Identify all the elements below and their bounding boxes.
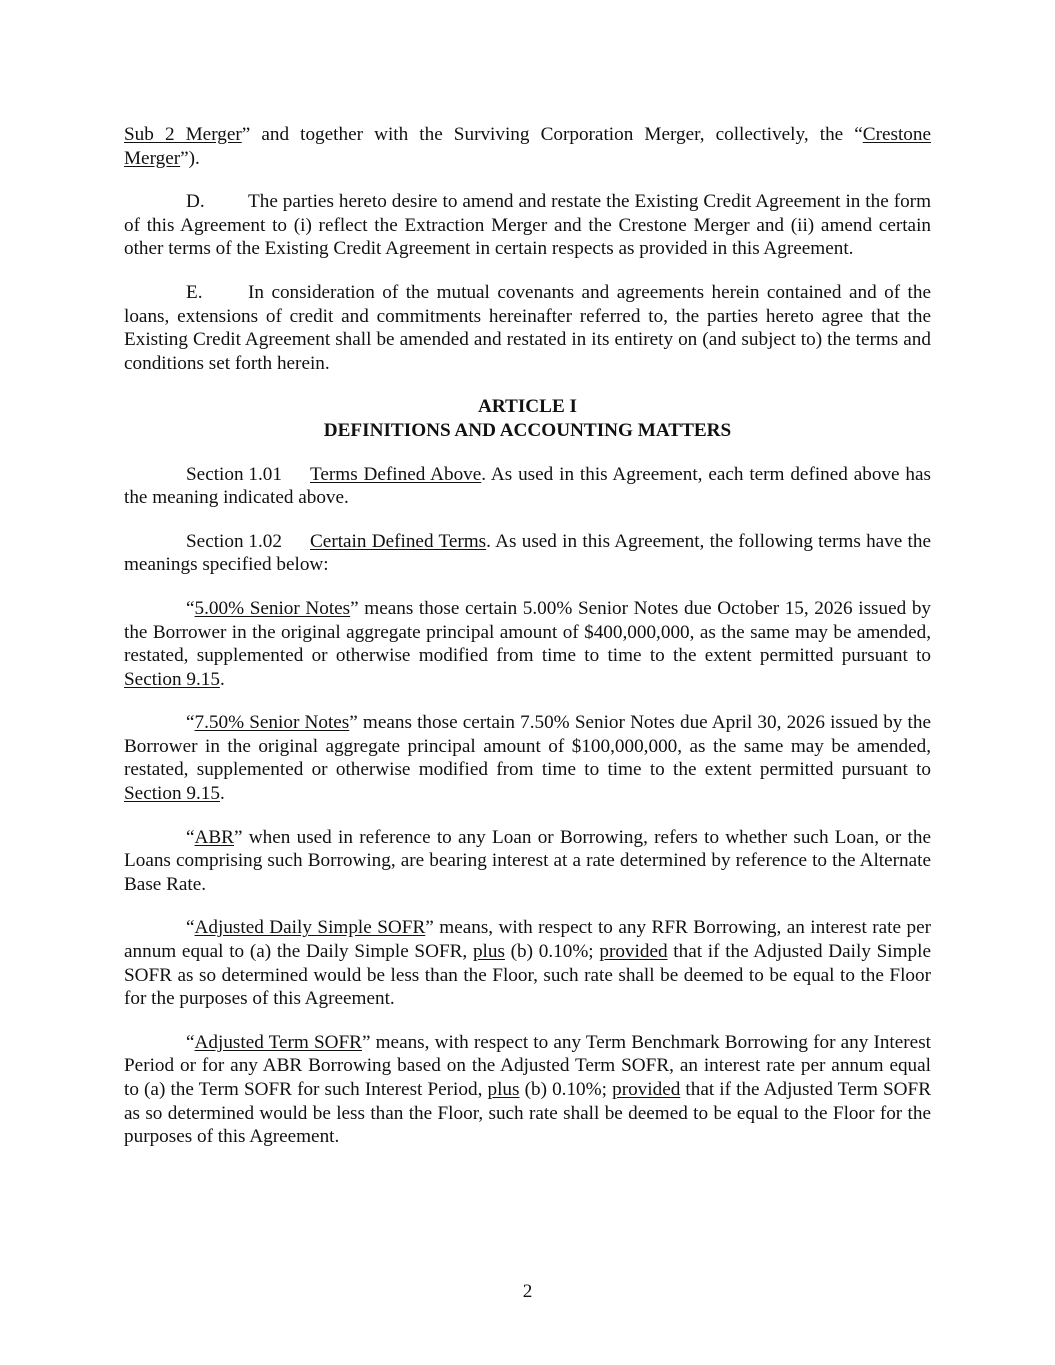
definition-5-00-senior-notes	[124, 597, 931, 691]
paragraph-text: In consideration of the mutual covenants and agreements herein contained and of the loans, extensions of credit and commitments hereinafter referred to, the parties hereto agree that the Existing Credit Agreement shall be amended and restated in its entirety on (and subject to) the terms and conditions set forth herein.	[124, 281, 931, 374]
defined-term: Adjusted Daily Simple SOFR	[194, 917, 426, 939]
paragraph-text: that if the Adjusted Term SOFR as so determined would be less than the Floor, such rate shall be deemed to be equal to the Floor for the purposes of this Agreement.	[124, 1079, 931, 1148]
paragraph-text: ” means, with respect to any Term Benchmark Borrowing for any Interest Period or for any ABR Borrowing based on the Adjusted Term SOFR, an interest rate per annum equal to (a) the Term SOFR for such Interest Period,	[124, 1031, 931, 1100]
paragraph-text: ” means those certain 7.50% Senior Notes due April 30, 2026 issued by the Borrower in the original aggregate principal amount of $100,000,000, as the same may be amended, restated, supplemented or otherwise modified from time to time to the extent permitted pursuant to	[124, 712, 931, 781]
open-quote: “	[186, 1031, 195, 1053]
paragraph-text: . As used in this Agreement, the following terms have the meanings specified below:	[124, 530, 931, 576]
emphasis-plus: plus	[472, 941, 505, 963]
paragraph-text: ” when used in reference to any Loan or Borrowing, refers to whether such Loan, or the Loans comprising such Borrowing, are bearing interest at a rate determined by reference to the Alternate Base Rate.	[124, 826, 931, 895]
section-reference: Section 9.15	[124, 668, 220, 690]
section-reference: Section 9.15	[124, 783, 220, 805]
defined-term: Adjusted Term SOFR	[194, 1031, 362, 1053]
paragraph-text: ” and together with the Surviving Corporation Merger, collectively, the “	[241, 124, 863, 145]
section-title: Certain Defined Terms	[310, 530, 487, 552]
definition-7-50-senior-notes	[124, 711, 931, 805]
defined-term: Sub 2 Merger	[124, 124, 242, 145]
recital-e	[124, 281, 931, 375]
emphasis-provided: provided	[599, 941, 668, 963]
section-1-01	[124, 463, 931, 510]
defined-term: Crestone Merger	[124, 124, 931, 169]
intro-paragraph	[124, 123, 931, 170]
recital-label: E.	[186, 281, 203, 303]
paragraph-text: (b) 0.10%;	[504, 941, 600, 963]
emphasis-provided: provided	[612, 1079, 681, 1100]
defined-term: 5.00% Senior Notes	[194, 597, 351, 619]
definition-adjusted-daily-simple-sofr	[124, 916, 931, 1010]
section-label: Section 1.01	[186, 463, 282, 485]
section-label: Section 1.02	[186, 530, 282, 552]
article-number: ARTICLE I	[477, 396, 578, 418]
definition-adjusted-term-sofr	[124, 1031, 931, 1149]
period: .	[219, 783, 225, 805]
period: .	[219, 668, 225, 690]
open-quote: “	[186, 917, 195, 939]
recital-d	[124, 190, 931, 261]
open-quote: “	[186, 712, 195, 734]
paragraph-text: The parties hereto desire to amend and restate the Existing Credit Agreement in the form of this Agreement to (i) reflect the Extraction Merger and the Crestone Merger and (ii) amend certain other terms of the Existing Credit Agreement in certain respects as provided in this Agreement.	[124, 191, 931, 260]
paragraph-text: . As used in this Agreement, each term defined above has the meaning indicated above.	[124, 463, 931, 509]
article-heading	[124, 395, 931, 442]
section-1-02	[124, 530, 931, 577]
section-title: Terms Defined Above	[310, 463, 482, 485]
paragraph-text: ” means, with respect to any RFR Borrowing, an interest rate per annum equal to (a) the Daily Simple SOFR,	[124, 917, 932, 963]
recital-label: D.	[186, 191, 205, 213]
defined-term: ABR	[194, 826, 234, 848]
paragraph-text: ” means those certain 5.00% Senior Notes due October 15, 2026 issued by the Borrower in the original aggregate principal amount of $400,000,000, as the same may be amended, restated, supplemented or otherwise modified from time to time to the extent permitted pursuant to	[124, 597, 932, 667]
defined-term: 7.50% Senior Notes	[194, 712, 350, 734]
document-body	[124, 123, 931, 1169]
definition-abr	[124, 826, 931, 897]
article-title: DEFINITIONS AND ACCOUNTING MATTERS	[323, 419, 732, 441]
page-number: 2	[522, 1281, 533, 1302]
open-quote: “	[186, 826, 195, 848]
emphasis-plus: plus	[487, 1079, 520, 1100]
open-quote: “	[186, 597, 195, 619]
paragraph-text: ”).	[180, 147, 200, 169]
paragraph-text: (b) 0.10%;	[519, 1079, 613, 1100]
paragraph-text: that if the Adjusted Daily Simple SOFR as so determined would be less than the Floor, such rate shall be deemed to be equal to the Floor for the purposes of this Agreement.	[124, 941, 931, 1010]
